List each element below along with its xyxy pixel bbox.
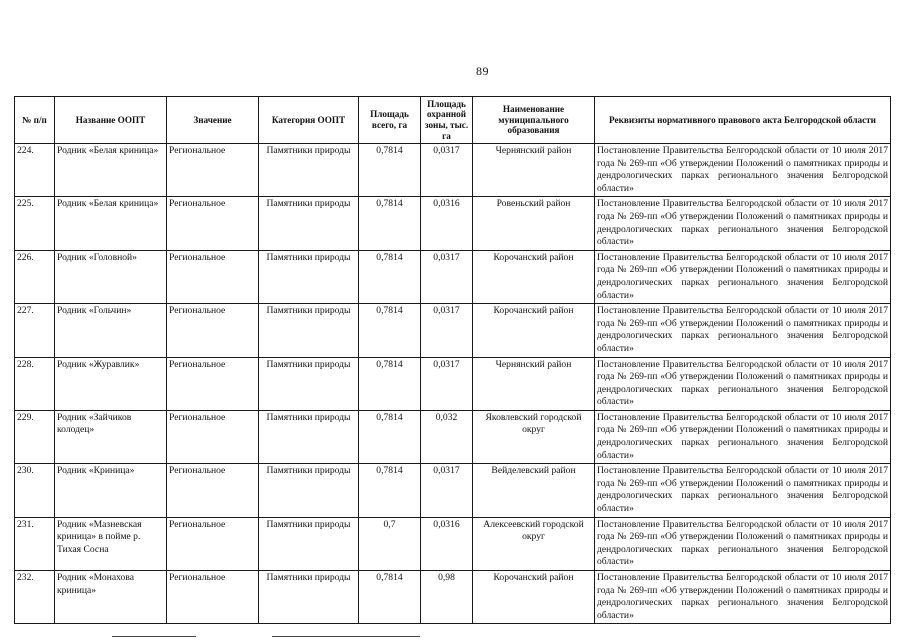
cell-municipality: Чернянский район bbox=[473, 144, 595, 197]
cell-area-total: 0,7 bbox=[359, 517, 421, 570]
cell-num: 229. bbox=[15, 410, 55, 463]
cell-municipality: Яковлевский городской округ bbox=[473, 410, 595, 463]
cell-num: 225. bbox=[15, 197, 55, 250]
cell-legal-act: Постановление Правительства Белгородской области от 10 июля 2017 года № 269-пп «Об утверждении Положений о памятниках природы и дендрологических парках регионального значения Белгородской области» bbox=[595, 250, 891, 303]
cell-name: Родник «Гольчин» bbox=[55, 304, 167, 357]
cell-category: Памятники природы bbox=[259, 410, 359, 463]
cell-area-buffer: 0,032 bbox=[421, 410, 473, 463]
cell-category: Памятники природы bbox=[259, 357, 359, 410]
cell-area-buffer: 0,0317 bbox=[421, 144, 473, 197]
cell-legal-act: Постановление Правительства Белгородской области от 10 июля 2017 года № 269-пп «Об утверждении Положений о памятниках природы и дендрологических парках регионального значения Белгородской области» bbox=[595, 410, 891, 463]
cell-category: Памятники природы bbox=[259, 197, 359, 250]
cell-municipality: Алексеевский городской округ bbox=[473, 517, 595, 570]
cell-legal-act: Постановление Правительства Белгородской области от 10 июля 2017 года № 269-пп «Об утверждении Положений о памятниках природы и дендрологических парках регионального значения Белгородской области» bbox=[595, 304, 891, 357]
header-num: № п/п bbox=[15, 97, 55, 144]
cell-name: Родник «Головной» bbox=[55, 250, 167, 303]
cell-area-total: 0,7814 bbox=[359, 304, 421, 357]
header-category: Категория ООПТ bbox=[259, 97, 359, 144]
table-row bbox=[15, 464, 891, 517]
header-legal-act: Реквизиты нормативного правового акта Белгородской области bbox=[595, 97, 891, 144]
cell-area-buffer: 0,98 bbox=[421, 571, 473, 624]
cell-significance: Региональное bbox=[167, 197, 259, 250]
footer-rule-left bbox=[112, 636, 196, 637]
header-significance: Значение bbox=[167, 97, 259, 144]
cell-name: Родник «Белая криница» bbox=[55, 144, 167, 197]
cell-area-buffer: 0,0316 bbox=[421, 517, 473, 570]
cell-significance: Региональное bbox=[167, 517, 259, 570]
cell-municipality: Вейделевский район bbox=[473, 464, 595, 517]
table-header bbox=[15, 97, 891, 144]
cell-name: Родник «Монахова криница» bbox=[55, 571, 167, 624]
cell-area-buffer: 0,0317 bbox=[421, 304, 473, 357]
cell-municipality: Корочанский район bbox=[473, 571, 595, 624]
cell-legal-act: Постановление Правительства Белгородской области от 10 июля 2017 года № 269-пп «Об утверждении Положений о памятниках природы и дендрологических парках регионального значения Белгородской области» bbox=[595, 517, 891, 570]
table-body bbox=[15, 144, 891, 624]
table-row bbox=[15, 250, 891, 303]
cell-name: Родник «Криница» bbox=[55, 464, 167, 517]
cell-name: Родник «Белая криница» bbox=[55, 197, 167, 250]
cell-municipality: Ровеньский район bbox=[473, 197, 595, 250]
cell-category: Памятники природы bbox=[259, 464, 359, 517]
cell-legal-act: Постановление Правительства Белгородской области от 10 июля 2017 года № 269-пп «Об утверждении Положений о памятниках природы и дендрологических парках регионального значения Белгородской области» bbox=[595, 197, 891, 250]
cell-num: 224. bbox=[15, 144, 55, 197]
header-row bbox=[15, 97, 891, 144]
cell-area-total: 0,7814 bbox=[359, 571, 421, 624]
table-row bbox=[15, 517, 891, 570]
cell-num: 232. bbox=[15, 571, 55, 624]
cell-municipality: Корочанский район bbox=[473, 250, 595, 303]
cell-category: Памятники природы bbox=[259, 571, 359, 624]
table-row bbox=[15, 410, 891, 463]
protected-areas-table bbox=[14, 96, 891, 624]
cell-legal-act: Постановление Правительства Белгородской области от 10 июля 2017 года № 269-пп «Об утверждении Положений о памятниках природы и дендрологических парках регионального значения Белгородской области» bbox=[595, 144, 891, 197]
cell-name: Родник «Мазневская криница» в пойме р. Тихая Сосна bbox=[55, 517, 167, 570]
table-row bbox=[15, 144, 891, 197]
cell-legal-act: Постановление Правительства Белгородской области от 10 июля 2017 года № 269-пп «Об утверждении Положений о памятниках природы и дендрологических парках регионального значения Белгородской области» bbox=[595, 357, 891, 410]
table-row bbox=[15, 357, 891, 410]
header-municipality: Наименование муниципального образования bbox=[473, 97, 595, 144]
cell-name: Родник «Журавлик» bbox=[55, 357, 167, 410]
table-row bbox=[15, 304, 891, 357]
header-area-buffer: Площадь охранной зоны, тыс. га bbox=[421, 97, 473, 144]
cell-category: Памятники природы bbox=[259, 517, 359, 570]
cell-significance: Региональное bbox=[167, 144, 259, 197]
cell-significance: Региональное bbox=[167, 571, 259, 624]
header-area-total: Площадь всего, га bbox=[359, 97, 421, 144]
table-row bbox=[15, 197, 891, 250]
cell-num: 228. bbox=[15, 357, 55, 410]
cell-area-buffer: 0,0317 bbox=[421, 250, 473, 303]
cell-significance: Региональное bbox=[167, 304, 259, 357]
cell-num: 230. bbox=[15, 464, 55, 517]
cell-category: Памятники природы bbox=[259, 304, 359, 357]
cell-num: 231. bbox=[15, 517, 55, 570]
cell-area-buffer: 0,0317 bbox=[421, 357, 473, 410]
cell-area-total: 0,7814 bbox=[359, 144, 421, 197]
cell-area-buffer: 0,0317 bbox=[421, 464, 473, 517]
cell-legal-act: Постановление Правительства Белгородской области от 10 июля 2017 года № 269-пп «Об утверждении Положений о памятниках природы и дендрологических парках регионального значения Белгородской области» bbox=[595, 571, 891, 624]
cell-area-buffer: 0,0316 bbox=[421, 197, 473, 250]
page-number: 89 bbox=[476, 64, 489, 78]
cell-municipality: Чернянский район bbox=[473, 357, 595, 410]
cell-area-total: 0,7814 bbox=[359, 464, 421, 517]
cell-area-total: 0,7814 bbox=[359, 410, 421, 463]
cell-area-total: 0,7814 bbox=[359, 197, 421, 250]
cell-num: 226. bbox=[15, 250, 55, 303]
cell-category: Памятники природы bbox=[259, 250, 359, 303]
cell-num: 227. bbox=[15, 304, 55, 357]
cell-significance: Региональное bbox=[167, 357, 259, 410]
cell-area-total: 0,7814 bbox=[359, 250, 421, 303]
table-row bbox=[15, 571, 891, 624]
cell-significance: Региональное bbox=[167, 250, 259, 303]
cell-name: Родник «Зайчиков колодец» bbox=[55, 410, 167, 463]
header-name: Название ООПТ bbox=[55, 97, 167, 144]
cell-municipality: Корочанский район bbox=[473, 304, 595, 357]
cell-category: Памятники природы bbox=[259, 144, 359, 197]
cell-significance: Региональное bbox=[167, 464, 259, 517]
cell-legal-act: Постановление Правительства Белгородской области от 10 июля 2017 года № 269-пп «Об утверждении Положений о памятниках природы и дендрологических парках регионального значения Белгородской области» bbox=[595, 464, 891, 517]
cell-significance: Региональное bbox=[167, 410, 259, 463]
footer-rule-right bbox=[272, 636, 420, 637]
cell-area-total: 0,7814 bbox=[359, 357, 421, 410]
